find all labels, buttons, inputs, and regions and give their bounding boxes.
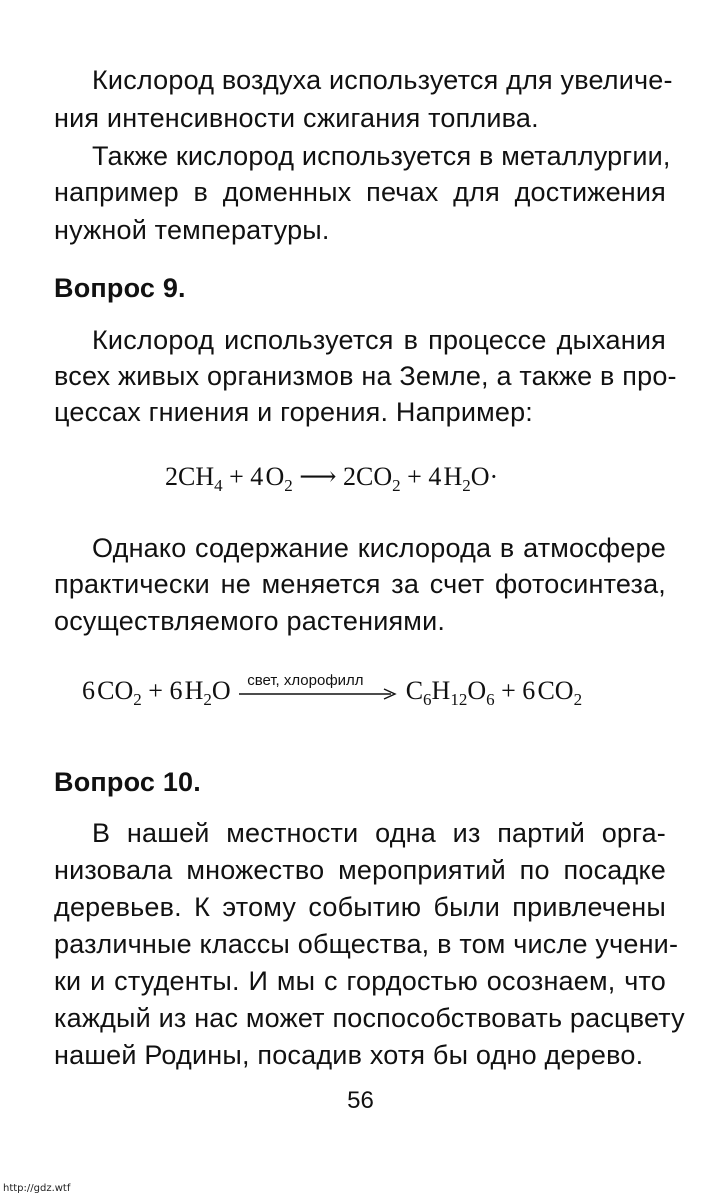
- question-10-heading: Вопрос 10.: [54, 767, 201, 797]
- arrow-label: свет, хлорофилл: [247, 672, 364, 690]
- paragraph-line: каждый из нас может поспособствовать расцвету: [54, 1003, 685, 1033]
- page-number: 56: [347, 1087, 374, 1114]
- paragraph-line: цессах гниения и горения. Например:: [54, 397, 533, 427]
- paragraph-line: практически не меняется за счет фотосинтеза,: [54, 569, 666, 599]
- arrow-icon: ⟶: [299, 462, 337, 491]
- paragraph-line: нужной температуры.: [54, 215, 330, 245]
- reaction-arrow: [237, 672, 399, 700]
- paragraph-line: Также кислород используется в металлургии,: [92, 141, 671, 171]
- paragraph-line: деревьев. К этому событию были привлечены: [54, 892, 666, 922]
- paragraph-line: Кислород воздуха используется для увеличе-: [92, 65, 673, 95]
- photosynthesis-equation: 6 $CO_2 + 6$ $H_2O$ свет, хлорофилл $C_6H_{12}O_6 + 6$ $CO_2$: [82, 672, 583, 709]
- paragraph-line: Однако содержание кислорода в атмосфере: [92, 533, 666, 563]
- combustion-equation: $2CH_4 + 4$ $O_2$ ⟶ $2CO_2 + 4$ $H_2O\cdot$: [165, 462, 499, 495]
- paragraph-line: различные классы общества, в том числе учени-: [54, 929, 679, 959]
- question-9-heading: Вопрос 9.: [54, 273, 186, 303]
- paragraph-line: низовала множество мероприятий по посадке: [54, 855, 666, 885]
- paragraph-line: В нашей местности одна из партий орга-: [92, 818, 666, 848]
- watermark-link[interactable]: http://gdz.wtf: [3, 1183, 71, 1194]
- paragraph-line: нашей Родины, посадив хотя бы одно дерево.: [54, 1040, 644, 1070]
- paragraph-line: Кислород используется в процессе дыхания: [92, 325, 666, 355]
- paragraph-line: всех живых организмов на Земле, а также в про-: [54, 361, 677, 391]
- paragraph-line: осуществляемого растениями.: [54, 606, 446, 636]
- paragraph-line: ки и студенты. И мы с гордостью осознаем, что: [54, 966, 666, 996]
- paragraph-line: ния интенсивности сжигания топлива.: [54, 103, 539, 133]
- paragraph-line: например в доменных печах для достижения: [54, 177, 666, 207]
